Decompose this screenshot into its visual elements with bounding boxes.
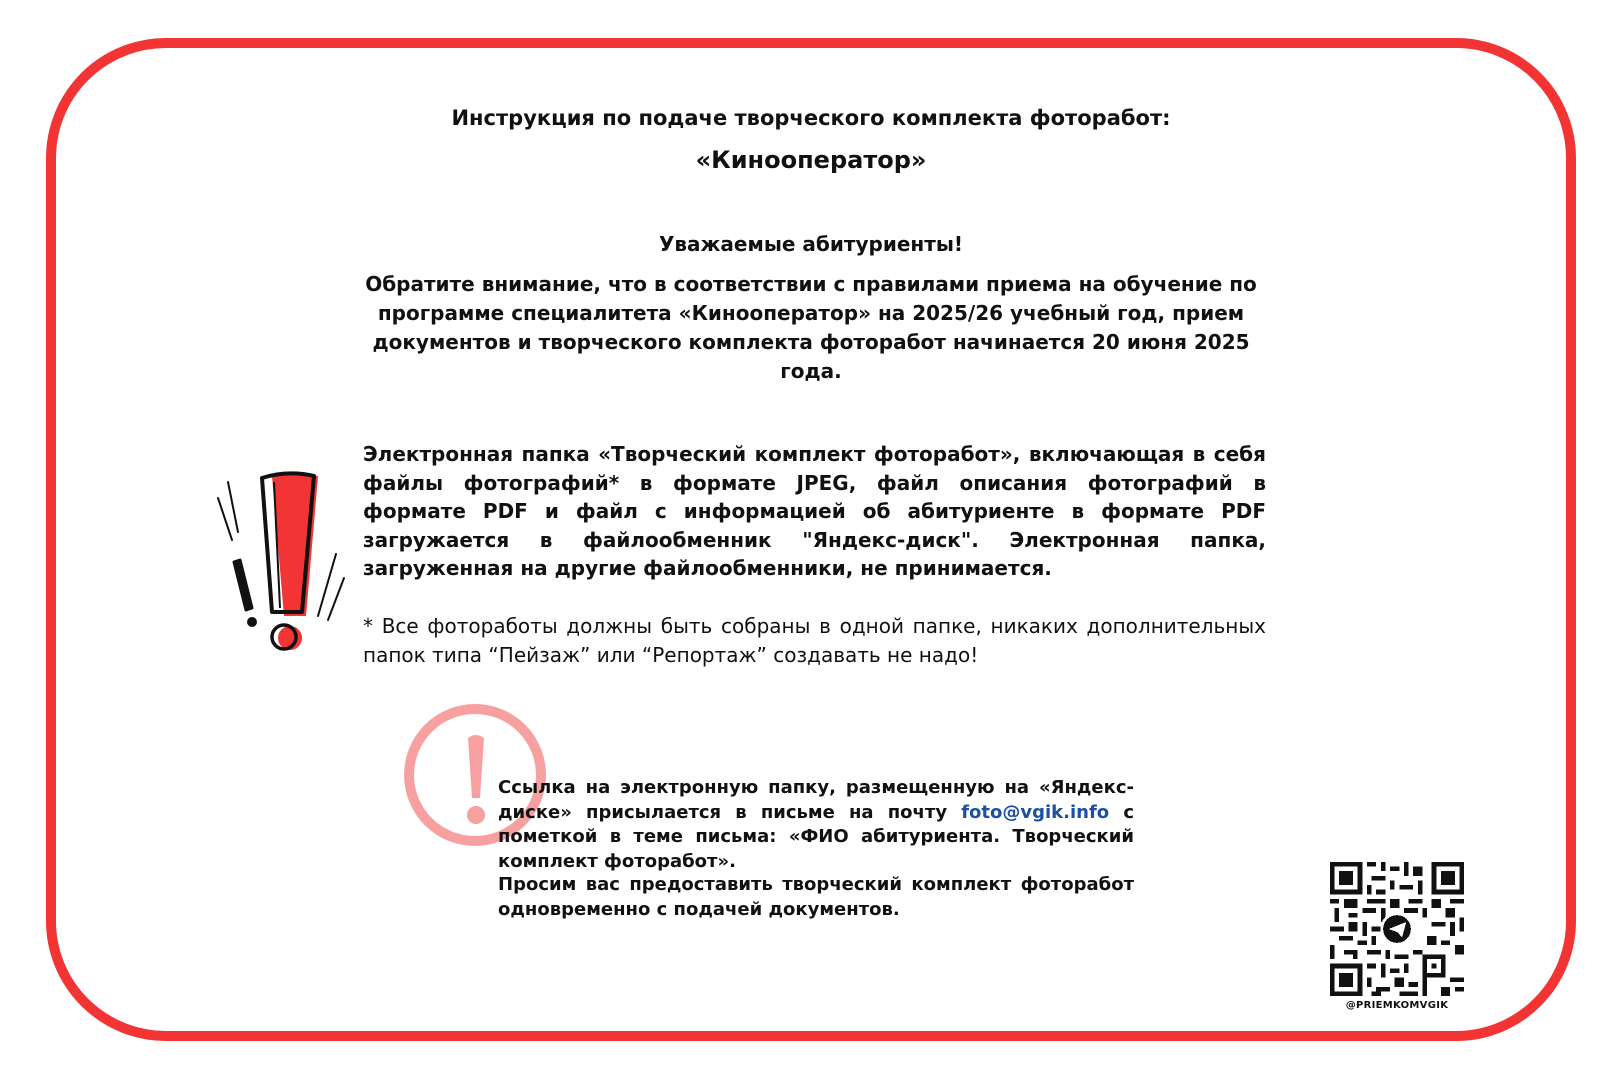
- link-text-before: Ссылка на электронную папку, размещенную на «Яндекс-диске» присылается в письме на почту: [498, 777, 1134, 823]
- main-paragraph: Электронная папка «Творческий комплект фоторабот», включающая в себя файлы фотографий* в формате JPEG, файл описания фотографий в формате PDF и файл с информацией об абитуриенте в формате PDF загружается в файлообменник "Яндекс-диск". Электронная папка, загруженная на другие файлообменники, не принимается.: [363, 442, 1266, 580]
- page-title: Инструкция по подаче творческого комплекта фоторабот:: [451, 106, 1171, 130]
- intro-paragraph: Обратите внимание, что в соответствии с правилами приема на обучение по программе специалитета «Кинооператор» на 2025/26 учебный год, прием документов и творческого комплекта фоторабот начинается 20 июня 2025 года.: [365, 272, 1257, 383]
- program-title: «Кинооператор»: [695, 146, 927, 174]
- footnote: * Все фотоработы должны быть собраны в одной папке, никаких дополнительных папок типа “Пейзаж” или “Репортаж” создавать не надо!: [363, 614, 1266, 667]
- qr-code[interactable]: [1330, 862, 1464, 996]
- exclamation-icon: [210, 470, 350, 670]
- email-link[interactable]: foto@vgik.info: [961, 801, 1110, 823]
- greeting: Уважаемые абитуриенты!: [658, 232, 964, 256]
- link-text-after: с пометкой в теме письма: «ФИО абитуриента. Творческий комплект фоторабот».: [498, 801, 1134, 872]
- request-paragraph: Просим вас предоставить творческий комплект фоторабот одновременно с подачей документов.: [498, 874, 1134, 920]
- link-paragraph: [498, 776, 1134, 874]
- qr-caption: @PRIEMKOMVGIK: [1345, 1000, 1449, 1011]
